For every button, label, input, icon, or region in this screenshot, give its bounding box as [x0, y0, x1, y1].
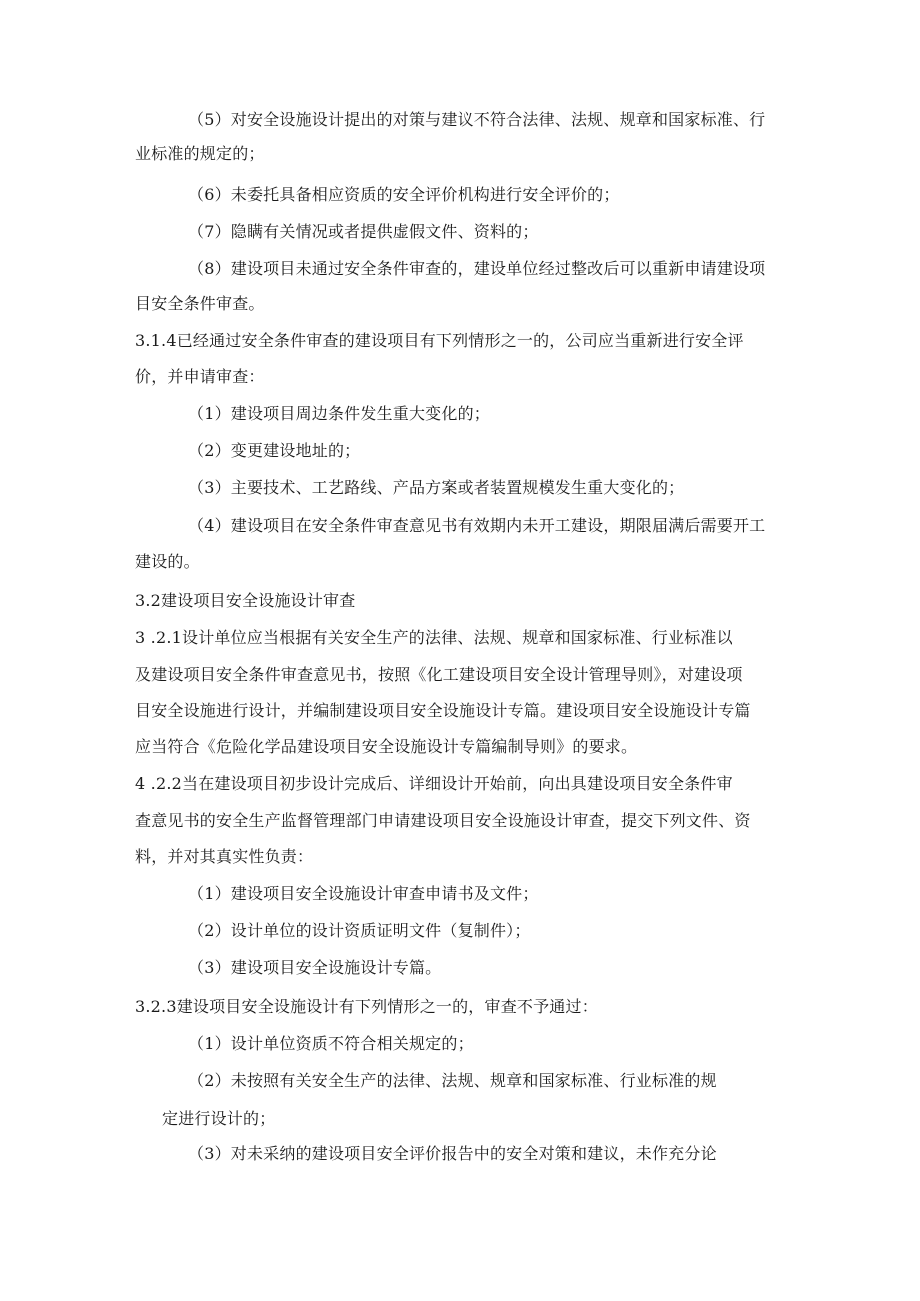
text-line: （1）建设项目周边条件发生重大变化的；	[188, 404, 490, 423]
text-line: 4 .2.2当在建设项目初步设计完成后、详细设计开始前，向出具建设项目安全条件审	[135, 774, 733, 793]
text-line: 3.1.4已经通过安全条件审查的建设项目有下列情形之一的，公司应当重新进行安全评	[135, 331, 744, 350]
text-line: 建设的。	[135, 552, 200, 571]
text-line: 料，并对其真实性负责：	[135, 847, 314, 866]
text-line: 查意见书的安全生产监督管理部门申请建设项目安全设施设计审查，提交下列文件、资	[135, 811, 751, 830]
text-line: （1）建设项目安全设施设计审查申请书及文件；	[188, 884, 539, 903]
section-heading: 3.2建设项目安全设施设计审查	[135, 591, 356, 610]
text-line: （2）未按照有关安全生产的法律、法规、规章和国家标准、行业标准的规	[188, 1071, 717, 1090]
text-line: （8）建设项目未通过安全条件审查的，建设单位经过整改后可以重新申请建设项	[188, 259, 766, 278]
text-line: （2）设计单位的设计资质证明文件（复制件）；	[188, 921, 531, 940]
text-line: （3）建设项目安全设施设计专篇。	[188, 958, 442, 977]
text-line: 目安全设施进行设计，并编制建设项目安全设施设计专篇。建设项目安全设施设计专篇	[135, 701, 751, 720]
text-line: （2）变更建设地址的；	[188, 441, 361, 460]
text-line: （7）隐瞒有关情况或者提供虚假文件、资料的；	[188, 222, 539, 241]
text-line: 业标准的规定的；	[135, 144, 265, 163]
text-line: （5）对安全设施设计提出的对策与建议不符合法律、法规、规章和国家标准、行	[188, 110, 766, 129]
text-line: 3.2.3建设项目安全设施设计有下列情形之一的，审查不予通过：	[135, 997, 598, 1016]
text-line: 目安全条件审查。	[135, 294, 265, 313]
text-line: 价，并申请审查：	[135, 367, 265, 386]
text-line: 应当符合《危险化学品建设项目安全设施设计专篇编制导则》的要求。	[135, 737, 638, 756]
text-line: 及建设项目安全条件审查意见书，按照《化工建设项目安全设计管理导则》，对建设项	[135, 665, 743, 684]
text-line: （6）未委托具备相应资质的安全评价机构进行安全评价的；	[188, 185, 620, 204]
text-line: （3）主要技术、工艺路线、产品方案或者装置规模发生重大变化的；	[188, 478, 685, 497]
text-line: （3）对未采纳的建设项目安全评价报告中的安全对策和建议，未作充分论	[188, 1144, 717, 1163]
text-line: （4）建设项目在安全条件审查意见书有效期内未开工建设，期限届满后需要开工	[188, 516, 766, 535]
text-line: 定进行设计的；	[162, 1109, 276, 1128]
text-line: （1）设计单位资质不符合相关规定的；	[188, 1034, 474, 1053]
text-line: 3 .2.1设计单位应当根据有关安全生产的法律、法规、规章和国家标准、行业标准以	[135, 628, 733, 647]
